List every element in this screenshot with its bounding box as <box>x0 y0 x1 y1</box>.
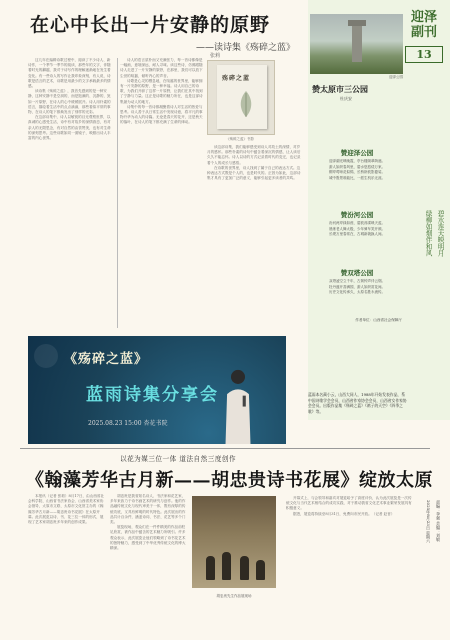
vertical-poem-line: 绿柳如烟伴和风 <box>424 210 432 257</box>
park-photo <box>310 14 403 74</box>
poem-title: 赞双塔公园 <box>340 269 374 277</box>
author-bio-box <box>308 392 408 442</box>
paragraph: 在诗歌的世界里，诗人找到了属于自己的表达方式。这种表达方式既是个人的，也是时代的。正因为如此，这部诗集才具有了更加广泛的意义，能够引起更多读者的共鸣。 <box>207 165 301 181</box>
column-divider <box>117 58 118 328</box>
article-column-2 <box>120 58 204 328</box>
article-subtitle: ——读诗集《殇碎之蓝》 <box>195 43 295 53</box>
poem-line: 晨练老人舞太极，少年骑车笑开颜。 <box>329 226 385 231</box>
poem-title: 赞汾河公园 <box>340 211 374 219</box>
sidebar-author-note: 作者单位：山西省社会保障厅 <box>355 318 402 322</box>
masthead-title: 迎泽副刊 <box>410 10 437 40</box>
exhibition-photo-caption: 胡忠贵先生作品展现场 <box>216 594 252 598</box>
vertical-poem-line: 碧水连天映明月 <box>436 210 444 257</box>
visitor-figure <box>240 556 249 580</box>
visitor-figure <box>256 560 265 580</box>
event-banner-book-title: 《殇碎之蓝》 <box>64 352 149 367</box>
event-banner-details: 2025.08.23 15:00 杏花书院 <box>88 420 168 427</box>
article-column-1 <box>28 58 114 328</box>
masthead <box>405 10 443 63</box>
edition-date: 2025年8月23日 星期六 <box>426 500 431 544</box>
paragraph: 诗集中的每一首诗都凝聚着诗人对生活的热爱与思考。诗人善于从日常生活中发现诗意，将平凡的事物升华为动人的诗篇。无论是春天的花开，还是秋天的落叶，在诗人的笔下都充满了生命的律动。 <box>120 104 203 125</box>
edition-strip <box>418 500 450 640</box>
poem-lines <box>312 221 402 238</box>
paragraph: 据悉，展览将持续至8月31日，免费向市民开放。（记者 赵晋） <box>293 511 395 516</box>
paragraph: 读诗集《殇碎之蓝》，我首先感到的是一种安静，这种安静不是空洞的，而是饱满的、沉静的，犹如一片原野，在诗人的心中缓缓展开。诗人用朴素的语言，描绘着生活中的点点滴滴，那些看似平常的事物，在诗人的笔下都焕发出了别样的光彩。 <box>28 89 111 115</box>
poem-lines <box>312 159 402 181</box>
decorative-circle <box>34 344 58 368</box>
paragraph: 胡忠贵是我省知名诗人、书法家和花艺家，多年来致力于诗书画艺术的研究与创作。他的作品融传统文化与现代审美于一体，既有深厚的传统功底，又具有鲜明的时代特色。此次展出的作品共计百余件，涵盖诗词、书法、花艺等多个门类。 <box>110 494 186 525</box>
poem-line: 汾河两岸绿如茵，碧波荡漾映天蓝。 <box>329 221 385 225</box>
poem-line: 城中胜景谁能比，一派生机乐无涯。 <box>329 175 385 180</box>
park-photo-caption: 迎泽公园 <box>389 75 403 79</box>
paragraph: 诗人的语言质朴而又充满张力，每一首诗都像是一幅画，意境深远，耐人寻味。读这些诗，仿佛跟随诗人走进了一片安静的原野，在那里，我们可以放下尘世的喧嚣，倾听内心的声音。 <box>120 58 203 78</box>
speaker-figure-icon <box>218 366 258 444</box>
visitor-figure <box>222 552 231 580</box>
poem-block <box>312 210 402 238</box>
article2-title: 《翰藻芳华古月新——胡忠贵诗书花展》绽放太原 <box>26 470 433 491</box>
section-divider <box>20 448 430 449</box>
article2-column-1 <box>28 494 106 634</box>
poem-block <box>312 268 402 296</box>
pagoda-shape <box>352 24 362 62</box>
issue-number: 13 <box>405 46 443 63</box>
book-title: 殇碎之蓝 <box>222 75 251 82</box>
paragraph: 这几年在编辑诗歌过程中，阅读了不少诗人、新诗作，一个季节一季节的阅读，那些年的文字，伴随着时光的翻越，我对于诗写作的理解逐渐地在发生着变化。有一些诗人的写作让我印象深刻，有人说，诗歌是语言的艺术，诗歌是用最少的文字承载最多的情感。 <box>28 58 111 89</box>
poem-line: 迎泽湖光映晚霞，亭台楼阁翠荫遮。 <box>329 159 385 163</box>
article-byline: 张莉 <box>210 53 221 59</box>
leaf-illustration-icon <box>235 89 257 119</box>
author-bio-text: 蓝雨本名蔺小云，山西大同人，1988年开始发表作品，系中国诗歌学会会员，山西省作家协会会员，山西省女作家协会会员。出版作品集《殇碎之蓝》《鸽子的天空》《四季之歌》等。 <box>308 392 407 414</box>
article2-column-2 <box>110 494 188 634</box>
visitor-figure <box>206 556 215 580</box>
poem-line: 柳岸莺啼花似锦，长桥卧波影婆娑。 <box>329 170 385 175</box>
poem-series-author: 杜庆安 <box>340 96 352 101</box>
event-banner-heading: 蓝雨诗集分享会 <box>86 385 219 405</box>
article2-column-3 <box>286 496 414 632</box>
paragraph: 本报讯（记者 张莉）8月17日，由山西省社会科学院、山西省书法家协会、山西省美术家协会指导，太原市文联、太原市文化馆主办的《翰藻芳华古月新——胡忠贵诗书花展》在太原开幕。此次展览以诗、书、花三位一体的形式，展现了艺术家胡忠贵多年来的创作成果。 <box>28 494 105 525</box>
exhibition-photo <box>192 496 276 588</box>
paragraph: 读这部诗集，我们能够感受到诗人对故土的深情，对岁月的感怀。那些朴素的诗句中蕴含着深沉的情感，让人读后久久不能忘怀。诗人以诗的方式记录着时代的变迁，也记录着个人的成长与感悟。 <box>207 145 301 165</box>
poem-series-title: 赞太原市三公园 <box>312 84 368 94</box>
article-title: 在心中长出一片安静的原野 <box>30 14 271 36</box>
poem-line: 游人如织春风里，碧水悠悠绕万家。 <box>329 164 385 169</box>
poem-line: 双塔凌空立千年，古刹钟声伴云烟。 <box>329 279 385 283</box>
paragraph: 展览现场，观众们在一件件精美的作品前驻足欣赏，被作品中蕴含的艺术魅力所吸引。许多观众表示，此次展览让他们领略到了诗书花艺术的独特魅力，感受到了中华优秀传统文化的博大精深。 <box>110 525 186 551</box>
book-caption: 《殇碎之蓝》书影 <box>226 137 254 141</box>
article-column-3 <box>207 145 302 335</box>
event-photo <box>28 336 286 444</box>
paragraph: 诗歌是心灵的栖息地，在喧嚣的世界里，能够拥有一片安静的原野，是一种幸福。诗人用自己的诗歌，为我们开辟了这样一片原野，让我们在其中找到了宁静与力量。这正是诗歌的魅力所在，也是这部诗集最为动人的地方。 <box>120 78 203 104</box>
article2-kicker: 以花为媒三位一体 道法自然三度创作 <box>120 455 237 463</box>
vertical-poem <box>420 210 446 350</box>
article-headline <box>30 10 295 53</box>
poem-line: 历史文化传承久，太原名胜永流传。 <box>329 290 385 295</box>
poem-line: 牡丹盛开香满园，游人如织赏花间。 <box>329 284 385 289</box>
poem-title: 赞迎泽公园 <box>340 149 374 157</box>
book-cover-photo <box>207 60 275 135</box>
poem-block <box>312 148 402 181</box>
poem-lines <box>312 279 402 296</box>
paragraph: 开幕式上，与会领导和嘉宾对展览给予了高度评价，认为此次展览是一次传统文化与当代艺术相结合的成功实践，对于推动我省文化艺术事业繁荣发展具有积极意义。 <box>286 496 412 511</box>
paragraph: 在这部诗集中，诗人以敏锐的目光观察世界，以真诚的心感受生活，诗中有对故乡的深情眷恋，有对亲人的无限思念，有对自然的由衷赞美，也有对生命的深刻思考。这些诗歌如同一面镜子，映照出诗人丰富的内心世界。 <box>28 115 111 141</box>
book-cover <box>217 65 267 129</box>
poem-line: 长堤万里春常在，古城新貌换人间。 <box>329 232 385 237</box>
editor-credit: 责编：李强 美编：刘敏 <box>436 500 441 542</box>
